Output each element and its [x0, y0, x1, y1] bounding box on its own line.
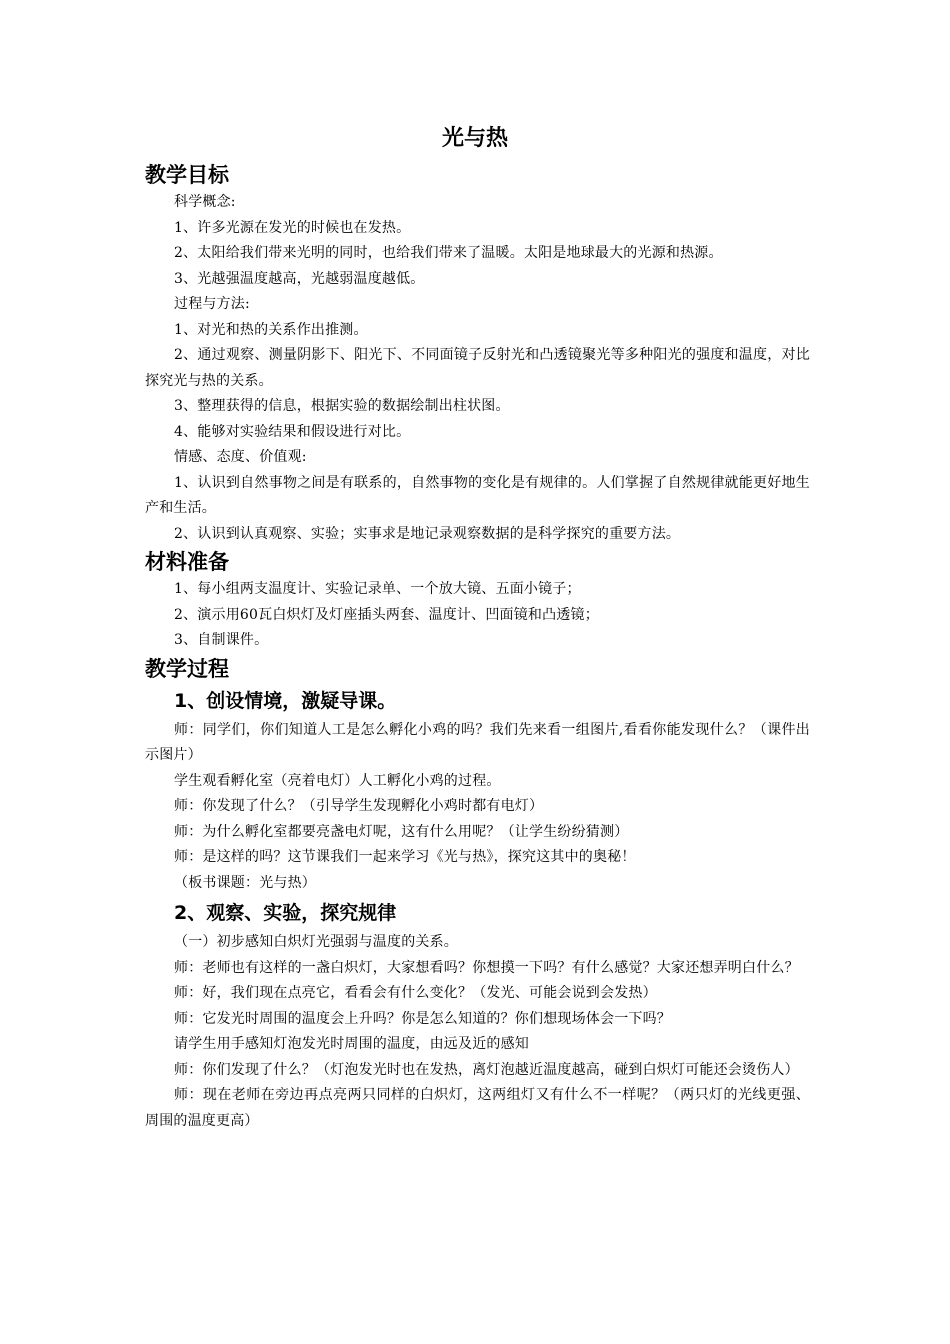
paragraph: 师：同学们，你们知道人工是怎么孵化小鸡的吗？我们先来看一组图片,看看你能发现什么？（课件出示图片） — [145, 721, 810, 763]
paragraph: 师：现在老师在旁边再点亮两只同样的白炽灯，这两组灯又有什么不一样呢？（两只灯的光线更强、周围的温度更高） — [145, 1087, 810, 1129]
paragraph: 1、对光和热的关系作出推测。 — [174, 321, 368, 338]
paragraph: 师：老师也有这样的一盏白炽灯，大家想看吗？你想摸一下吗？有什么感觉？大家还想弄明白什么？ — [174, 959, 799, 976]
paragraph: 科学概念: — [174, 194, 236, 210]
paragraph: 1、认识到自然事物之间是有联系的，自然事物的变化是有规律的。人们掌握了自然规律就能更好地生产和生活。 — [145, 474, 810, 516]
paragraph: 2、通过观察、测量阴影下、阳光下、不同面镜子反射光和凸透镜聚光等多种阳光的强度和温度，对比探究光与热的关系。 — [145, 347, 810, 389]
paragraph: 1、许多光源在发光的时候也在发热。 — [174, 219, 411, 236]
paragraph: 3、光越强温度越高，光越弱温度越低。 — [174, 270, 425, 287]
paragraph: 3、整理获得的信息，根据实验的数据绘制出柱状图。 — [174, 398, 510, 414]
paragraph: 师：它发光时周围的温度会上升吗？你是怎么知道的？你们想现场体会一下吗？ — [174, 1010, 671, 1027]
paragraph: 过程与方法: — [174, 296, 250, 312]
paragraph: 2、太阳给我们带来光明的同时，也给我们带来了温暖。太阳是地球最大的光源和热源。 — [174, 245, 723, 261]
paragraph: 请学生用手感知灯泡发光时周围的温度，由远及近的感知 — [174, 1036, 529, 1052]
paragraph: 师：好，我们现在点亮它，看看会有什么变化？（发光、可能会说到会发热） — [174, 985, 657, 1001]
section-heading-process: 教学过程 — [145, 656, 229, 681]
document-body — [145, 160, 810, 1134]
paragraph: 师：你发现了什么？（引导学生发现孵化小鸡时都有电灯） — [174, 798, 544, 814]
paragraph: 3、自制课件。 — [174, 632, 269, 648]
subsection-heading-step2: 2、观察、实验，探究规律 — [174, 902, 397, 924]
section-heading-materials: 材料准备 — [145, 550, 229, 574]
paragraph: 2、演示用60瓦白炽灯及灯座插头两套、温度计、凹面镜和凸透镜； — [174, 606, 599, 623]
paragraph: 学生观看孵化室（亮着电灯）人工孵化小鸡的过程。 — [174, 772, 501, 789]
section-heading-goals: 教学目标 — [145, 163, 229, 187]
paragraph: 情感、态度、价值观: — [174, 449, 307, 465]
document-title: 光与热 — [441, 126, 508, 151]
subsection-heading-step1: 1、创设情境，激疑导课。 — [174, 689, 397, 712]
paragraph: 师：你们发现了什么？（灯泡发光时也在发热，离灯泡越近温度越高，碰到白炽灯可能还会烫伤人） — [174, 1061, 799, 1078]
paragraph: （一）初步感知白炽灯光强弱与温度的关系。 — [174, 934, 458, 950]
paragraph: 1、每小组两支温度计、实验记录单、一个放大镜、五面小镜子； — [174, 581, 581, 597]
paragraph: 2、认识到认真观察、实验；实事求是地记录观察数据的是科学探究的重要方法。 — [174, 525, 681, 542]
paragraph: 师：是这样的吗？这节课我们一起来学习《光与热》，探究这其中的奥秘！ — [174, 849, 636, 865]
paragraph: 4、能够对实验结果和假设进行对比。 — [174, 423, 411, 440]
paragraph: 师：为什么孵化室都要亮盏电灯呢，这有什么用呢？（让学生纷纷猜测） — [174, 823, 629, 840]
paragraph: （板书课题：光与热） — [174, 874, 316, 891]
